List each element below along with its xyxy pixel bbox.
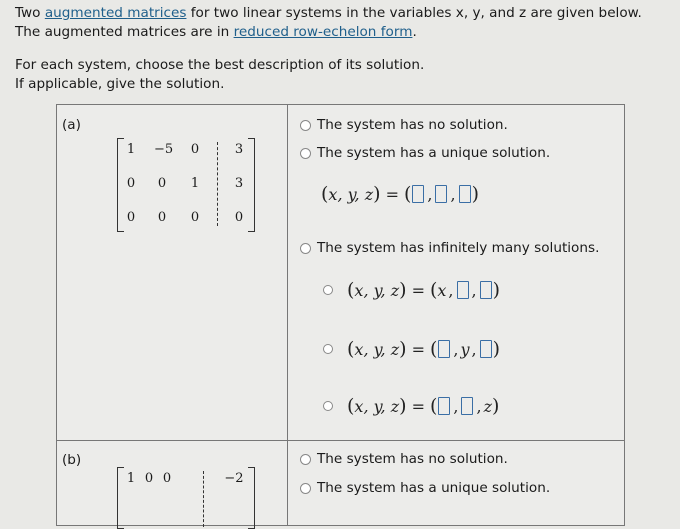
option-b-unique[interactable]: The system has a unique solution.	[300, 480, 550, 496]
option-a-no-solution[interactable]: The system has no solution.	[300, 117, 508, 133]
part-b-label: (b)	[62, 452, 82, 468]
answer-box[interactable]	[457, 281, 469, 299]
intro-line-2: The augmented matrices are in reduced row-echelon form.	[15, 24, 417, 40]
intro-line-1: Two augmented matrices for two linear systems in the variables x, y, and z are given below.	[15, 5, 642, 21]
radio-a-unique[interactable]	[300, 148, 311, 159]
radio-b-unique[interactable]	[300, 483, 311, 494]
answer-box[interactable]	[480, 281, 492, 299]
matrix-a-cell: 0	[157, 210, 167, 225]
matrix-a-cell: 1	[126, 142, 136, 157]
radio-form-3[interactable]	[323, 401, 333, 411]
option-a-infinite[interactable]: The system has infinitely many solutions.	[300, 240, 599, 256]
matrix-b-cell: 1	[126, 471, 136, 486]
infinite-form-2[interactable]: ( x, y, z ) = ( , y , )	[323, 338, 500, 360]
matrix-a-cell: 1	[190, 176, 200, 191]
radio-b-no-solution[interactable]	[300, 454, 311, 465]
matrix-a-cell: 0	[190, 210, 200, 225]
matrix-b-cell: 0	[144, 471, 154, 486]
answer-box[interactable]	[438, 340, 450, 358]
matrix-a-cell: 0	[234, 210, 244, 225]
augment-divider	[217, 142, 218, 226]
radio-form-1[interactable]	[323, 285, 333, 295]
matrix-b	[117, 467, 255, 527]
answer-box[interactable]	[480, 340, 492, 358]
radio-a-no-solution[interactable]	[300, 120, 311, 131]
radio-form-2[interactable]	[323, 344, 333, 354]
part-a-label: (a)	[62, 117, 81, 133]
matrix-a-cell: −5	[154, 142, 174, 157]
unique-solution-entry: ( x, y, z ) = ( , , )	[321, 183, 479, 205]
rref-link[interactable]: reduced row-echelon form	[233, 24, 413, 40]
infinite-form-3[interactable]: ( x, y, z ) = ( , , z )	[323, 395, 499, 417]
matrix-a-cell: 3	[234, 176, 244, 191]
problem-table	[56, 104, 625, 526]
instructions	[15, 4, 675, 94]
answer-box[interactable]	[438, 397, 450, 415]
matrix-a-cell: 0	[157, 176, 167, 191]
matrix-a-cell: 0	[126, 210, 136, 225]
augmented-matrices-link[interactable]: augmented matrices	[44, 5, 187, 21]
option-a-unique[interactable]: The system has a unique solution.	[300, 145, 550, 161]
intro-line-4: If applicable, give the solution.	[15, 76, 225, 92]
matrix-b-cell: −2	[224, 471, 244, 486]
matrix-a	[117, 138, 255, 230]
option-b-no-solution[interactable]: The system has no solution.	[300, 451, 508, 467]
answer-box[interactable]	[412, 185, 424, 203]
answer-box[interactable]	[461, 397, 473, 415]
answer-box[interactable]	[459, 185, 471, 203]
answer-box[interactable]	[435, 185, 447, 203]
intro-line-3: For each system, choose the best description of its solution.	[15, 57, 425, 73]
matrix-b-cell: 0	[162, 471, 172, 486]
matrix-a-cell: 0	[190, 142, 200, 157]
radio-a-infinite[interactable]	[300, 243, 311, 254]
infinite-form-1[interactable]: ( x, y, z ) = ( x , , )	[323, 279, 500, 301]
matrix-a-cell: 0	[126, 176, 136, 191]
augment-divider	[203, 471, 204, 527]
matrix-a-cell: 3	[234, 142, 244, 157]
